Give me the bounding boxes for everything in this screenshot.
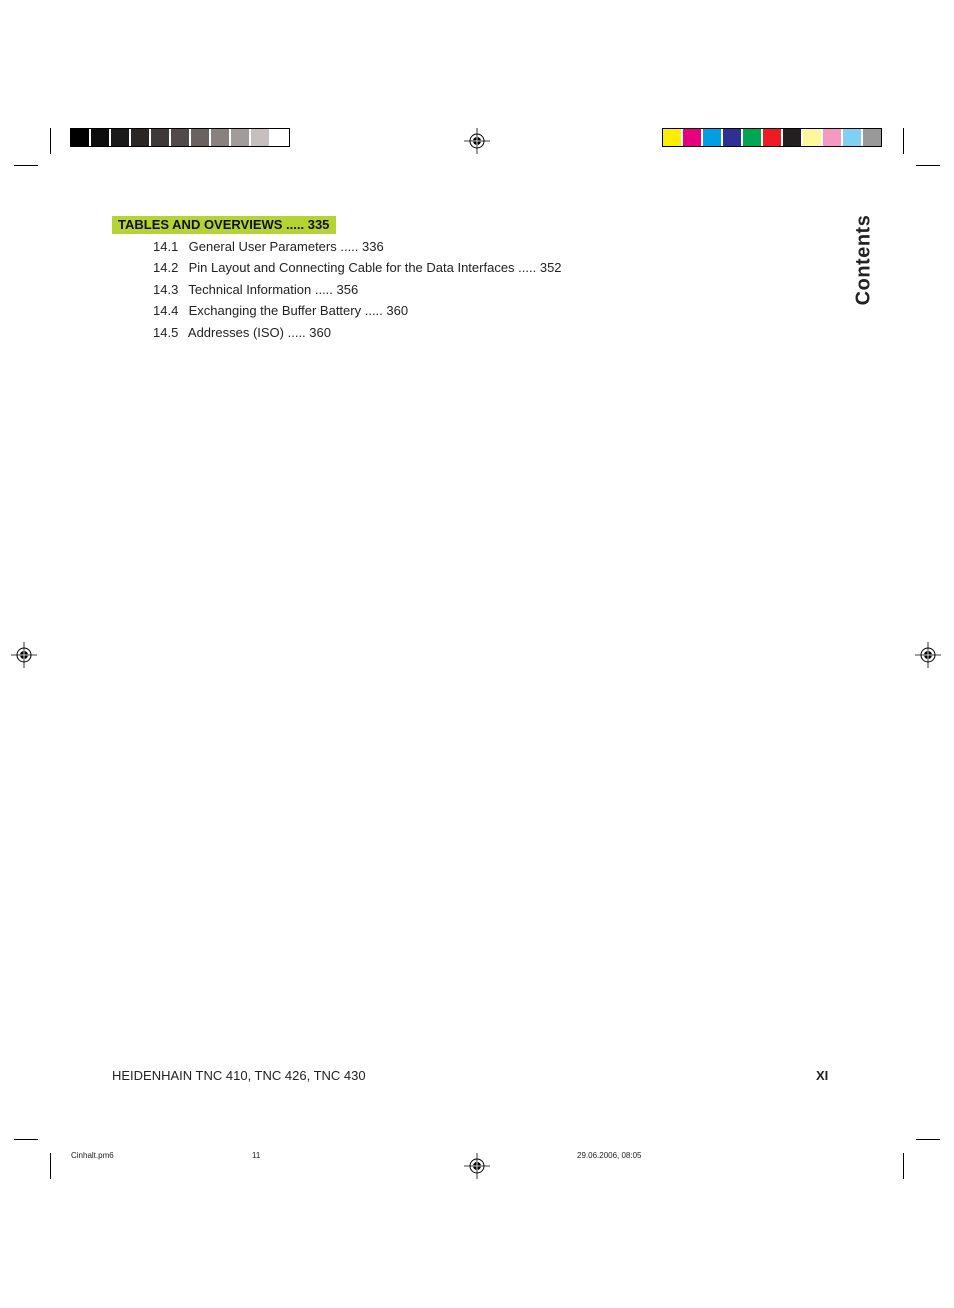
- slug-datetime: 29.06.2006, 08:05: [577, 1151, 642, 1160]
- toc-entry: [153, 303, 408, 318]
- grayscale-swatch: [231, 129, 251, 146]
- toc-entry-number: 14.4: [153, 303, 179, 318]
- toc-entry-title: General User Parameters ..... 336: [188, 239, 384, 254]
- toc-entry-title: Exchanging the Buffer Battery ..... 360: [188, 303, 409, 318]
- grayscale-swatch: [151, 129, 171, 146]
- chapter-heading: TABLES AND OVERVIEWS ..... 335: [112, 216, 336, 234]
- crop-mark: [50, 128, 51, 154]
- slug-filename: Cinhalt.pm6: [71, 1151, 114, 1160]
- grayscale-swatch: [171, 129, 191, 146]
- color-swatch: [683, 129, 703, 146]
- color-swatch: [743, 129, 763, 146]
- color-swatch: [823, 129, 843, 146]
- crop-mark: [916, 1139, 940, 1140]
- page-number: XI: [816, 1068, 829, 1083]
- color-swatch: [723, 129, 743, 146]
- crop-mark: [903, 1153, 904, 1179]
- grayscale-swatch: [111, 129, 131, 146]
- side-title: Contents: [852, 214, 875, 306]
- color-swatch: [843, 129, 863, 146]
- toc-entry-title: Pin Layout and Connecting Cable for the Data Interfaces ..... 352: [188, 260, 562, 275]
- registration-mark-icon: [915, 642, 941, 668]
- crop-mark: [14, 1139, 38, 1140]
- toc-entry: [153, 239, 384, 254]
- color-swatch: [863, 129, 881, 146]
- toc-entry: [153, 282, 358, 297]
- registration-mark-icon: [464, 128, 490, 154]
- grayscale-swatch: [191, 129, 211, 146]
- slug-sheet: 11: [252, 1151, 261, 1160]
- toc-entry: [153, 260, 562, 275]
- toc-entry-number: 14.1: [153, 239, 179, 254]
- toc-entry-title: Addresses (ISO) ..... 360: [187, 325, 331, 340]
- grayscale-swatch: [71, 129, 91, 146]
- grayscale-swatch: [211, 129, 231, 146]
- toc-entry-number: 14.2: [153, 260, 179, 275]
- toc-entry-title: Technical Information ..... 356: [188, 282, 359, 297]
- registration-mark-icon: [464, 1153, 490, 1179]
- grayscale-swatch: [131, 129, 151, 146]
- grayscale-swatch: [91, 129, 111, 146]
- crop-mark: [14, 165, 38, 166]
- crop-mark: [903, 128, 904, 154]
- crop-mark: [916, 165, 940, 166]
- crop-mark: [50, 1153, 51, 1179]
- color-swatch: [763, 129, 783, 146]
- color-swatch: [783, 129, 803, 146]
- toc-entry-number: 14.5: [153, 325, 179, 340]
- color-swatch: [663, 129, 683, 146]
- toc-entry: [153, 325, 331, 340]
- color-swatch: [703, 129, 723, 146]
- footer-product: HEIDENHAIN TNC 410, TNC 426, TNC 430: [112, 1068, 366, 1083]
- color-swatch: [803, 129, 823, 146]
- toc-entry-number: 14.3: [153, 282, 179, 297]
- grayscale-swatch: [271, 129, 289, 146]
- grayscale-swatch: [251, 129, 271, 146]
- grayscale-bar: [70, 128, 290, 147]
- registration-mark-icon: [11, 642, 37, 668]
- color-bar: [662, 128, 882, 147]
